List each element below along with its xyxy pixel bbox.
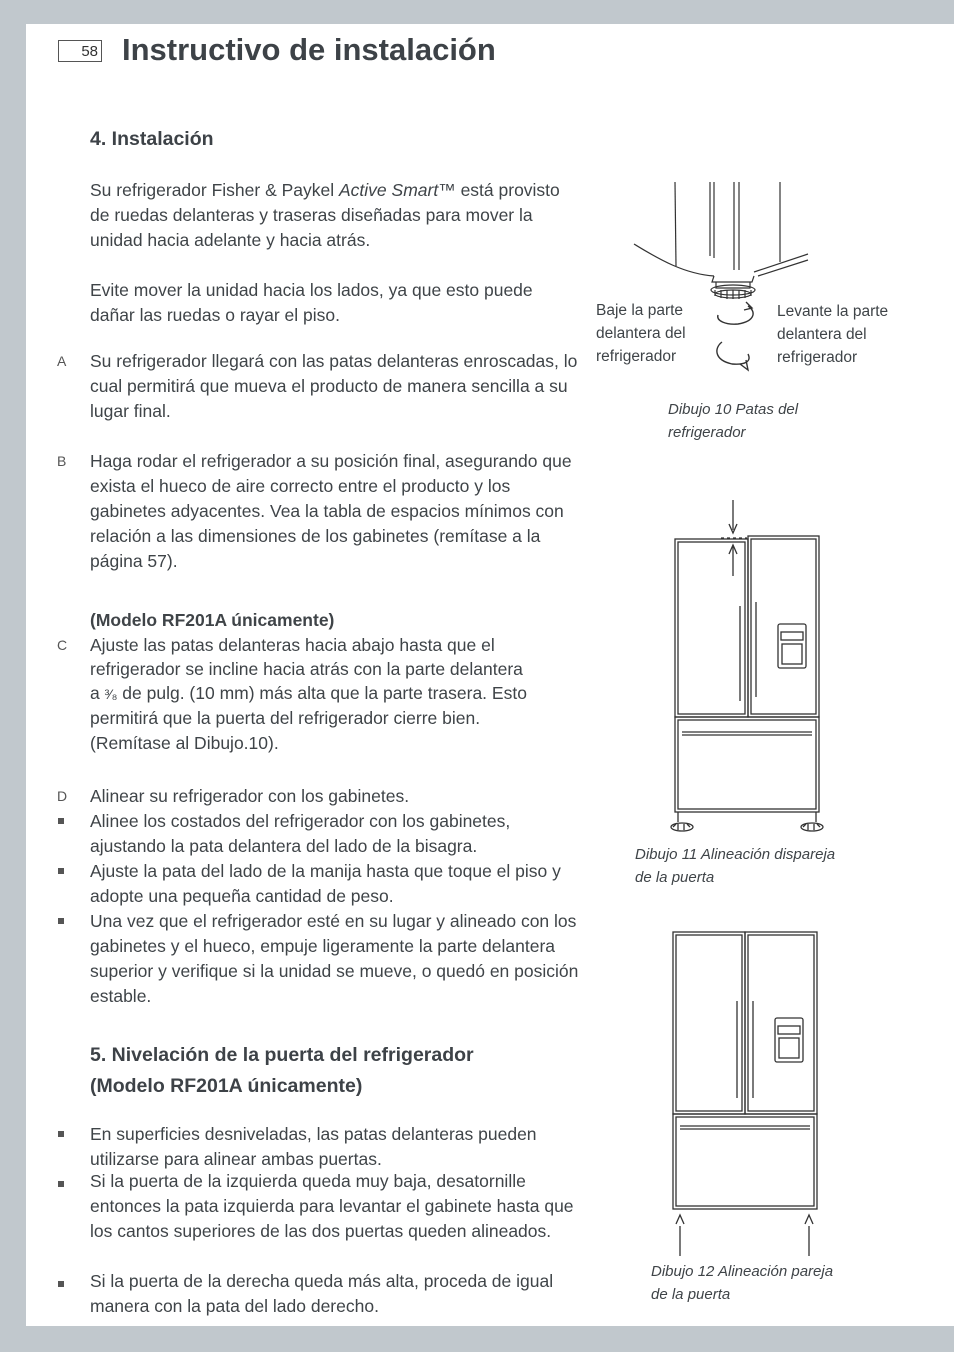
caption-line: Dibujo 11 Alineación dispareja [635,846,836,863]
caption-line: refrigerador [668,424,746,441]
list-item: Alinee los costados del refrigerador con los gabinetes, ajustando la pata delantera del lado de la bisagra. [90,811,511,856]
list-item: Ajuste la pata del lado de la manija hasta que toque el piso y adopte una pequeña cantidad de peso. [90,861,561,906]
step-b-text: Haga rodar el refrigerador a su posición final, asegurando que exista el hueco de aire correcto entre el producto y los gabinetes adyacentes. Vea la tabla de espacios mínimos con relación a las dimensiones de los gabinetes (remítase a la página 57). [90,451,572,571]
step-c-line-post: de pulg. (10 mm) más alta que la parte trasera. Esto [117,683,527,703]
step-d-marker: D [57,788,68,804]
brand-name: Active Smart [339,180,439,200]
raise-front-label [777,300,888,369]
page-title: Instructivo de instalación [122,32,496,67]
step-c-line: Ajuste las patas delanteras hacia abajo hasta que el [90,635,495,655]
label-line: refrigerador [596,348,677,365]
step-a-text: Su refrigerador llegará con las patas delanteras enroscadas, lo cual permitirá que mueva el producto de manera sencilla a su lugar final. [90,351,578,421]
bullet-square [58,918,64,924]
step-c-marker: C [57,637,68,653]
section-4-heading: 4. Instalación [90,128,214,150]
label-line: delantera del [596,325,686,342]
intro-paragraph [90,178,580,253]
caption-line: Dibujo 12 Alineación pareja [651,1263,834,1280]
step-c-text [90,633,580,756]
label-line: Levante la parte [777,303,889,320]
intro-text-pre: Su refrigerador Fisher & Paykel [90,180,339,200]
warning-paragraph: Evite mover la unidad hacia los lados, ya que esto puede dañar las ruedas o rayar el piso. [90,280,533,325]
section-5-heading-line: 5. Nivelación de la puerta del refrigerador [90,1044,474,1066]
step-c-line: refrigerador se incline hacia atrás con la parte delantera [90,659,523,679]
step-a-marker: A [57,353,67,369]
caption-line: de la puerta [635,869,715,886]
bullet-square [58,1181,64,1187]
uneven-doors-fridge-illustration [660,496,840,841]
bullet-square [58,868,64,874]
figure-10-caption [668,398,798,444]
figure-12-caption [651,1260,833,1306]
label-line: refrigerador [777,349,858,366]
label-line: delantera del [777,326,867,343]
fraction: ³⁄₈ [104,686,118,702]
step-d-text: Alinear su refrigerador con los gabinetes. [90,786,410,806]
bullet-square [58,818,64,824]
step-c-line [90,681,580,706]
figure-11-caption [635,843,835,889]
step-c-line: (Remítase al Dibujo.10). [90,733,279,753]
page-number: 58 [58,40,102,62]
section-5-heading-line: (Modelo RF201A únicamente) [90,1075,363,1097]
even-doors-fridge-illustration [660,926,830,1261]
caption-line: Dibujo 10 Patas del [668,401,799,418]
step-c-line-pre: a [90,683,105,703]
label-line: Baje la parte [596,302,684,319]
step-c-line: permitirá que la puerta del refrigerador cierre bien. [90,708,481,728]
list-item: Si la puerta de la izquierda queda muy baja, desatornille entonces la pata izquierda para levantar el gabinete hasta que los cantos superiores de las dos puertas queden alineados. [90,1171,574,1241]
step-b-marker: B [57,453,67,469]
model-note: (Modelo RF201A únicamente) [90,610,335,630]
list-item: En superficies desniveladas, las patas delanteras pueden utilizarse para alinear ambas puertas. [90,1124,537,1169]
caption-line: de la puerta [651,1286,731,1303]
lower-front-label [596,299,686,368]
intro-text-post: ™ está provisto de ruedas delanteras y traseras diseñadas para mover la unidad hacia adelante y hacia atrás. [90,180,560,250]
bullet-square [58,1131,64,1137]
bullet-square [58,1281,64,1287]
list-item: Si la puerta de la derecha queda más alta, proceda de igual manera con la pata del lado derecho. [90,1271,554,1316]
list-item: Una vez que el refrigerador esté en su lugar y alineado con los gabinetes y el hueco, empuje ligeramente la parte delantera superior y verifique si la unidad se mueve, o quedó en posición estable. [90,911,579,1006]
section-5-heading [90,1040,474,1102]
